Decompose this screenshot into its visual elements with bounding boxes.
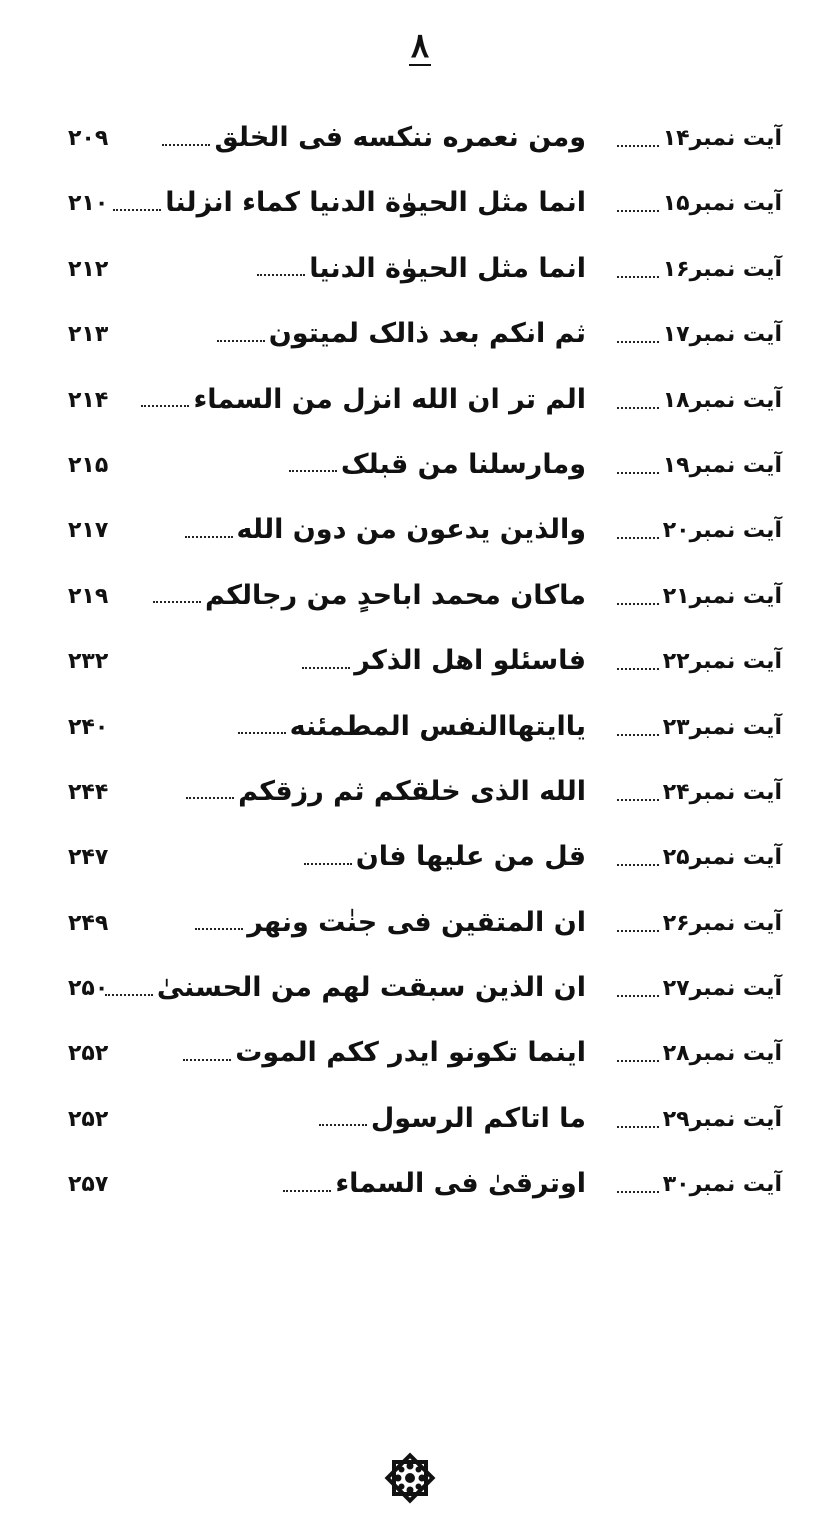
ayat-title: اینما تکونو ایدر ککم الموت: [183, 1037, 586, 1068]
ayat-title: والذین یدعون من دون الله: [185, 514, 586, 545]
ayat-title: قل من علیها فان: [304, 841, 586, 872]
toc-row: [0, 1158, 840, 1223]
ayat-number: آیت نمبر۲۱: [650, 584, 782, 609]
toc-row: [0, 1093, 840, 1158]
page-ref: ۲۰۹: [68, 126, 109, 151]
ayat-title: الله الذی خلقکم ثم رزقکم: [186, 776, 586, 807]
ayat-number: آیت نمبر۱۶: [650, 257, 782, 282]
ayat-title: ومن نعمره ننکسه فی الخلق: [162, 122, 586, 153]
ayat-title: ومارسلنا من قبلک: [289, 449, 586, 480]
ayat-number: آیت نمبر۲۴: [650, 780, 782, 805]
ayat-number: آیت نمبر۲۵: [650, 845, 782, 870]
page-ref: ۲۵۰: [68, 976, 109, 1002]
ayat-number: آیت نمبر۲۰: [650, 518, 782, 543]
toc-row: [0, 439, 840, 504]
page-ref: ۲۴۹: [68, 910, 109, 936]
toc-row: [0, 701, 840, 766]
page-ref: ۲۳۲: [68, 649, 109, 675]
ayat-number: آیت نمبر۲۷: [650, 976, 782, 1001]
page-ref: ۲۵۷: [68, 1172, 109, 1198]
ayat-number: آیت نمبر۱۴: [650, 126, 782, 151]
ayat-number: آیت نمبر۳۰: [650, 1172, 782, 1197]
ayat-title: ثم انکم بعد ذالک لمیتون: [217, 318, 586, 349]
ayat-title: ما اتاکم الرسول: [319, 1103, 586, 1134]
page-ref: ۲۴۷: [68, 845, 109, 871]
toc-row: [0, 635, 840, 700]
page-ref: ۲۱۰: [68, 191, 109, 217]
toc-row: [0, 308, 840, 373]
ayat-title: انما مثل الحیوٰة الدنیا کماء انزلنا: [113, 187, 586, 218]
floral-ornament-icon: [380, 1448, 440, 1508]
toc-row: [0, 570, 840, 635]
ayat-number: آیت نمبر۲۳: [650, 715, 782, 740]
toc-row: [0, 177, 840, 242]
ayat-title: ان المتقین فی جنٰت ونهر: [195, 907, 586, 938]
toc-row: [0, 112, 840, 177]
page-ref: ۲۵۲: [68, 1106, 109, 1132]
toc-row: [0, 766, 840, 831]
ayat-number: آیت نمبر۲۶: [650, 911, 782, 936]
ayat-number: آیت نمبر۱۵: [650, 191, 782, 216]
page-ref: ۲۵۲: [68, 1041, 109, 1067]
toc-row: [0, 962, 840, 1027]
ayat-number: آیت نمبر۲۹: [650, 1107, 782, 1132]
table-of-contents: [0, 112, 840, 1224]
page-ref: ۲۱۲: [68, 256, 109, 282]
page-ref: ۲۴۴: [68, 779, 109, 805]
ayat-title: الم تر ان الله انزل من السماء: [141, 384, 586, 415]
toc-row: [0, 243, 840, 308]
ayat-title: اوترقیٰ فی السماء: [283, 1168, 586, 1199]
page-ref: ۲۱۴: [68, 387, 109, 413]
toc-row: [0, 504, 840, 569]
page-ref: ۲۱۷: [68, 518, 109, 544]
page-ref: ۲۴۰: [68, 714, 109, 740]
ayat-number: آیت نمبر۲۸: [650, 1041, 782, 1066]
toc-row: [0, 831, 840, 896]
ayat-number: آیت نمبر۱۷: [650, 322, 782, 347]
ayat-number: آیت نمبر۲۲: [650, 649, 782, 674]
page-ref: ۲۱۳: [68, 322, 109, 348]
ayat-title: ان الذین سبقت لهم من الحسنیٰ: [105, 972, 586, 1003]
toc-row: [0, 1027, 840, 1092]
ayat-number: آیت نمبر۱۸: [650, 388, 782, 413]
ayat-title: یاایتهاالنفس المطمئنه: [238, 711, 586, 742]
page-number: ۸: [0, 26, 840, 66]
ayat-title: انما مثل الحیوٰة الدنیا: [257, 253, 586, 284]
ayat-title: فاسئلو اهل الذکر: [302, 645, 586, 676]
ayat-title: ماکان محمد اباحدٍ من رجالکم: [153, 580, 586, 611]
toc-row: [0, 897, 840, 962]
toc-row: [0, 374, 840, 439]
page-ref: ۲۱۵: [68, 452, 109, 478]
page-ref: ۲۱۹: [68, 583, 109, 609]
ayat-number: آیت نمبر۱۹: [650, 453, 782, 478]
